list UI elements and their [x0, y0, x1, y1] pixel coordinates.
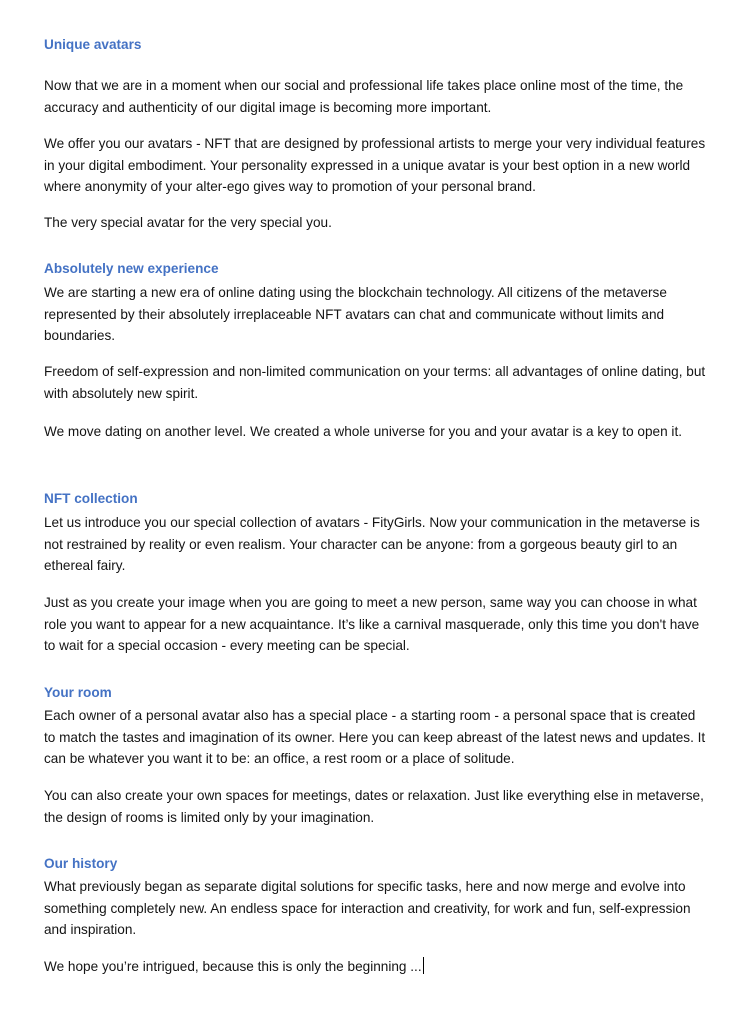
paragraph: The very special avatar for the very special you. [44, 215, 332, 230]
heading-your-room: Your room [44, 685, 112, 700]
paragraph: You can also create your own spaces for meetings, dates or relaxation. Just like everything else in metaverse, the design of rooms is limited only by your imagination. [44, 788, 704, 825]
paragraph-text: We hope you’re intrigued, because this is only the beginning ... [44, 959, 422, 974]
heading-unique-avatars: Unique avatars [44, 37, 142, 52]
paragraph: Now that we are in a moment when our social and professional life takes place online most of the time, the accuracy and authenticity of our digital image is becoming more important. [44, 78, 684, 115]
paragraph: Let us introduce you our special collection of avatars - FityGirls. Now your communication in the metaverse is not restrained by reality or even realism. Your character can be anyone: from a gorgeous beauty girl to an ethereal fairy. [44, 515, 700, 573]
paragraph: Each owner of a personal avatar also has a special place - a starting room - a personal space that is created to match the tastes and imagination of its owner. Here you can keep abreast of the latest news and updates. It can be whatever you want it to be: an office, a rest room or a place of solitude. [44, 708, 706, 766]
paragraph: We offer you our avatars - NFT that are designed by professional artists to merge your very individual features in your digital embodiment. Your personality expressed in a unique avatar is your best option in a new world where anonymity of your alter-ego gives way to promotion of your personal brand. [44, 136, 706, 194]
paragraph: What previously began as separate digital solutions for specific tasks, here and now merge and evolve into something completely new. An endless space for interaction and creativity, for work and fun, self-expression and inspiration. [44, 879, 691, 937]
paragraph: We move dating on another level. We created a whole universe for you and your avatar is a key to open it. [44, 424, 683, 439]
heading-our-history: Our history [44, 856, 118, 871]
heading-absolutely-new-experience: Absolutely new experience [44, 261, 219, 276]
paragraph-with-cursor[interactable] [44, 956, 706, 978]
paragraph: Just as you create your image when you are going to meet a new person, same way you can choose in what role you want to appear for a new acquaintance. It’s like a carnival masquerade, only this time you don't have to wait for a special occasion - every meeting can be special. [44, 595, 700, 653]
heading-nft-collection: NFT collection [44, 491, 138, 506]
paragraph: Freedom of self-expression and non-limited communication on your terms: all advantages of online dating, but with absolutely new spirit. [44, 364, 706, 401]
paragraph: We are starting a new era of online dating using the blockchain technology. All citizens of the metaverse represented by their absolutely irreplaceable NFT avatars can chat and communicate without limits and boundaries. [44, 285, 667, 343]
text-cursor [423, 957, 424, 974]
